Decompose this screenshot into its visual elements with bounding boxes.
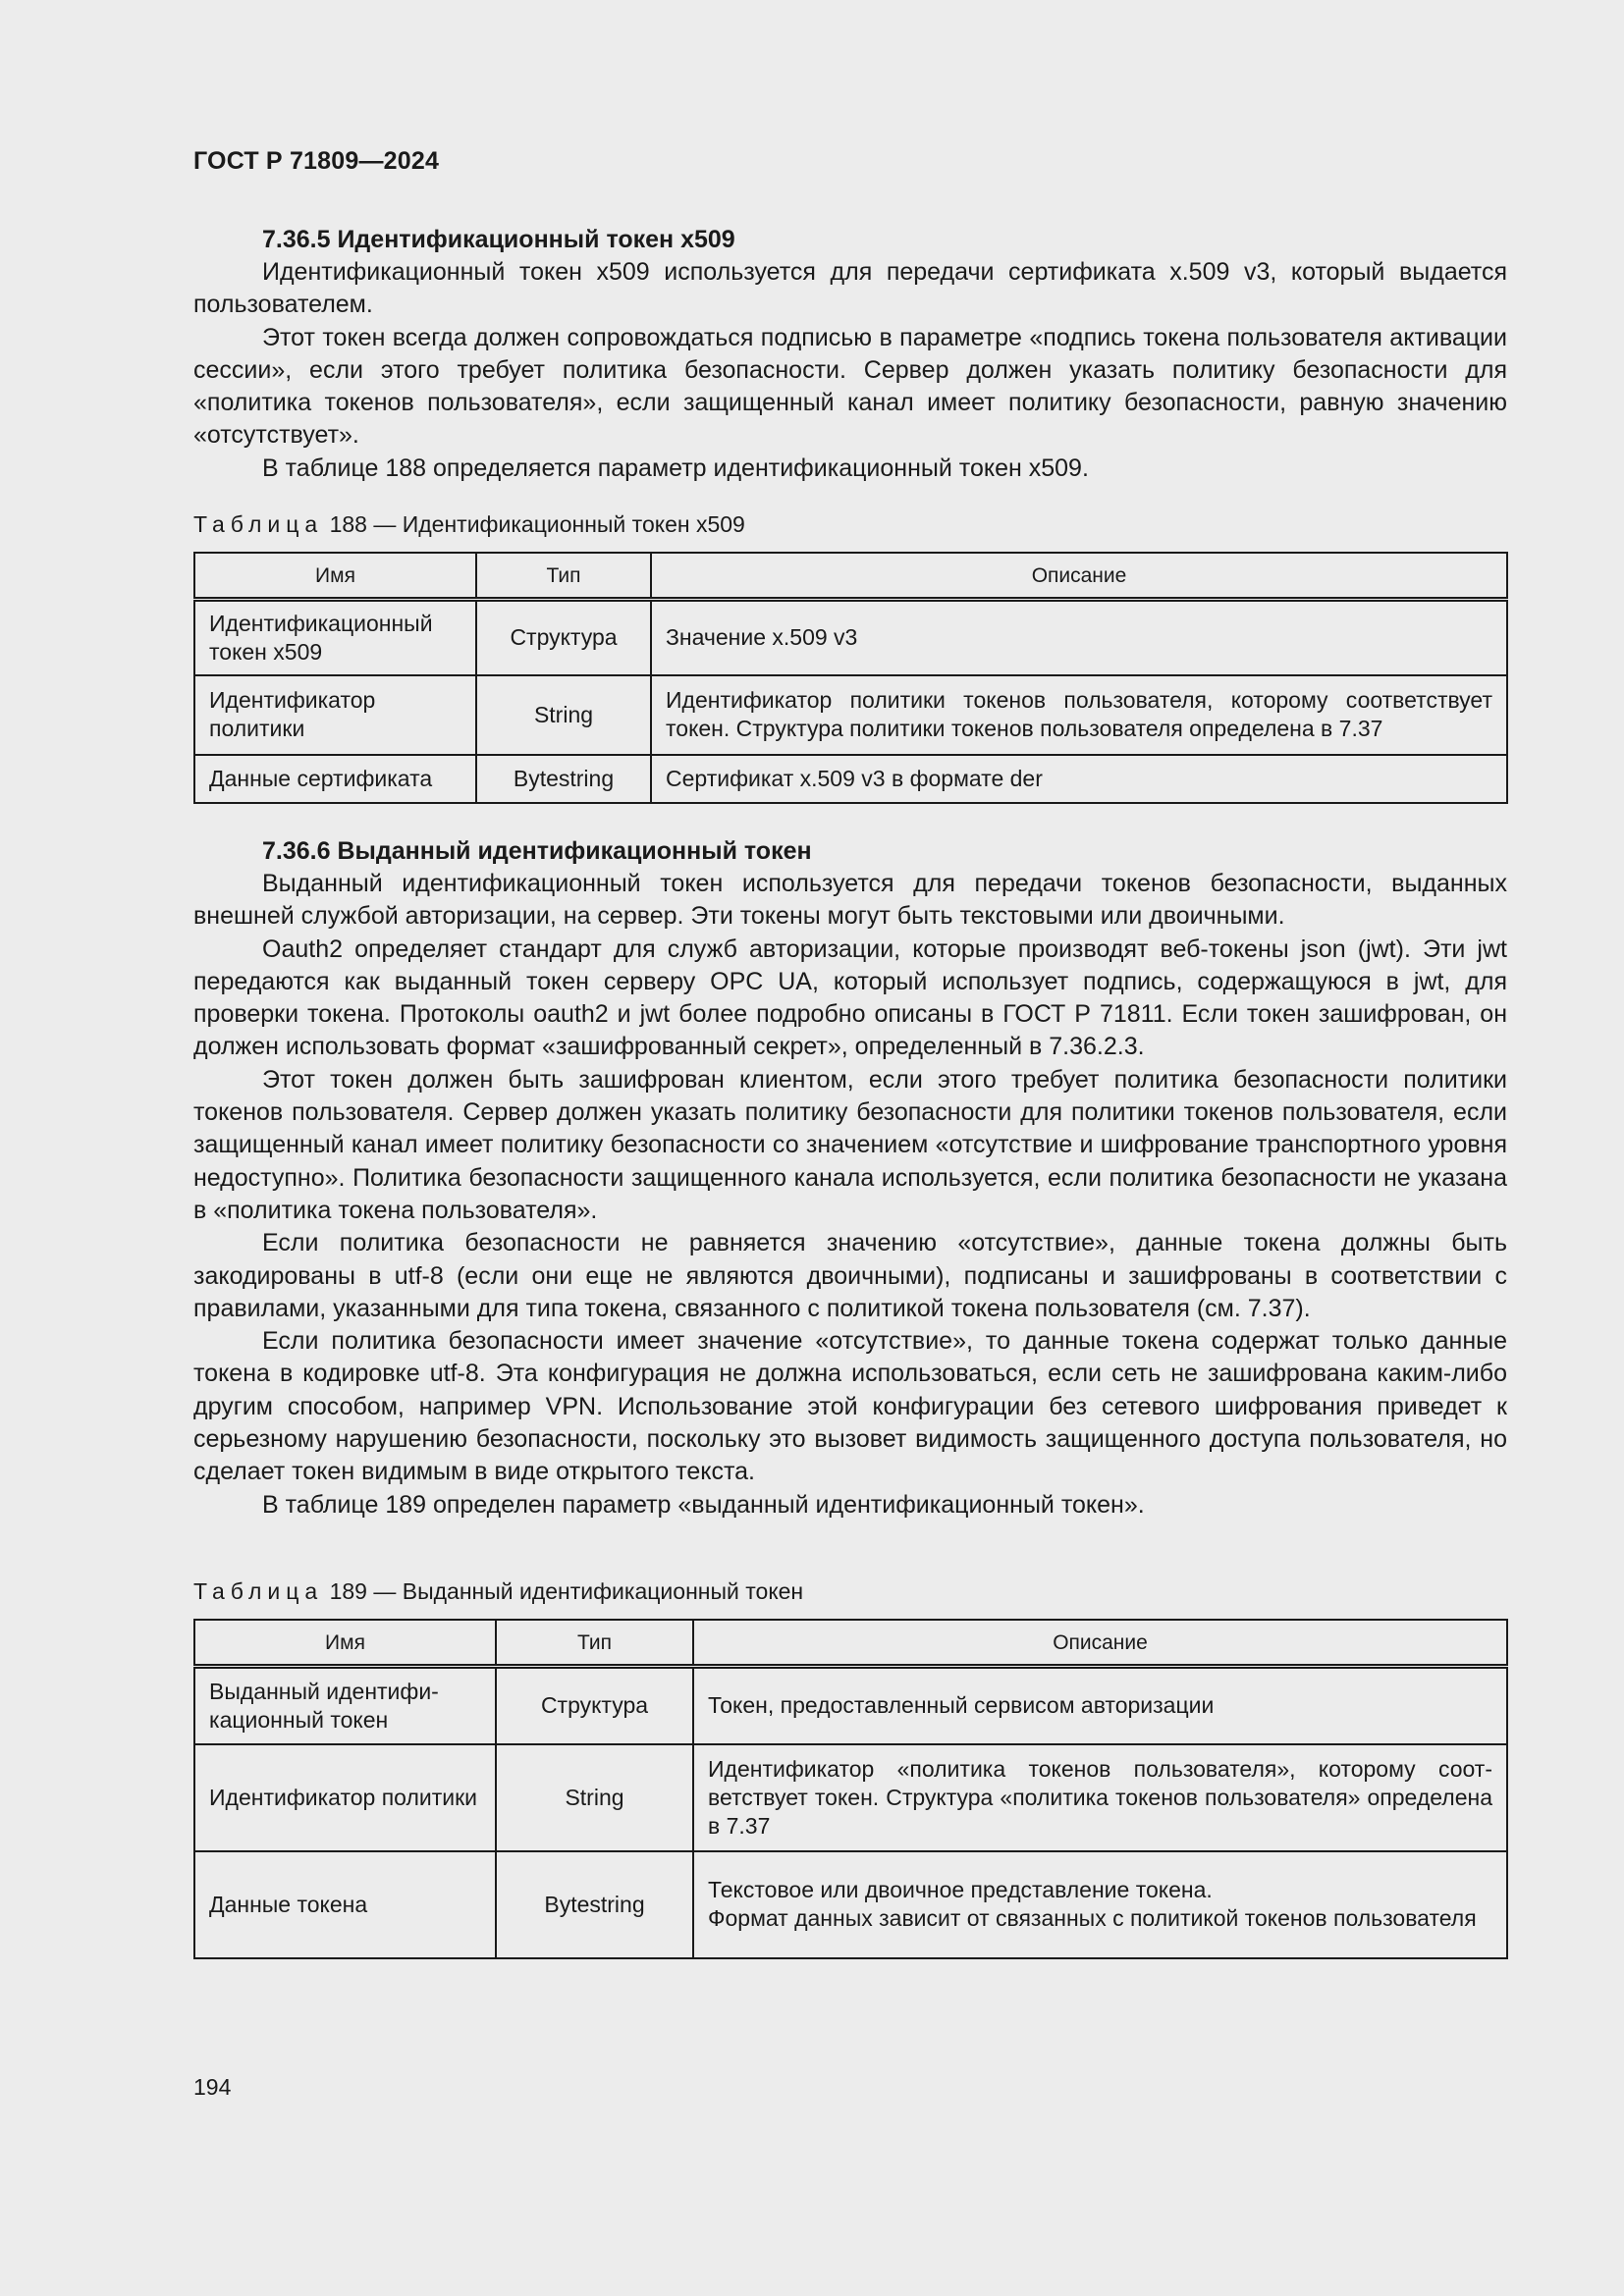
table-caption-text: 189 — Выданный идентификационный токен [323,1578,804,1604]
table-188 [193,552,1508,804]
cell-name: Выданный идентификационный токен [194,1667,496,1744]
table-189-caption [193,1578,803,1605]
page-number: 194 [193,2074,232,2100]
paragraph: Если политика безопасности имеет значение «отсутствие», то данные токена содержат только данные токена в кодировке utf-8. Эта конфигурация не должна использоваться, если сеть не зашифрована каким-либо другим способом, например VPN. Использование этой конфигурации без сетевого шифрования приведет к серьезному нарушению безопасности, поскольку это вызовет видимость защищенного доступа пользователя, но сделает токен видимым в виде открытого текста. [193,1327,1507,1486]
cell-name: Идентификатор политики [194,675,476,755]
cell-type: Bytestring [476,755,651,803]
column-header-type: Тип [496,1620,693,1667]
paragraph: Идентификационный токен x509 используется для передачи сертификата x.509 v3, который выдается пользователем. [193,258,1507,319]
description-line: Формат данных зависит от связанных с политикой токенов пользователя [708,1905,1477,1931]
cell-type: String [476,675,651,755]
section-7-36-6 [193,835,1507,1522]
table-row [194,1744,1507,1851]
cell-description [693,1851,1507,1958]
cell-description: Сертификат x.509 v3 в формате der [651,755,1507,803]
table-row [194,755,1507,803]
paragraph: Выданный идентификационный токен используется для передачи токенов безопасности, выданных внешней службой авторизации, на сервер. Эти токены могут быть текстовыми или двоичными. [193,870,1507,931]
cell-description: Токен, предоставленный сервисом авторизации [693,1667,1507,1744]
paragraph: Этот токен должен быть зашифрован клиентом, если этого требует политика безопасности политики токенов пользователя. Сервер должен указать политику безопасности для политики токенов пользователя, если защищенный канал имеет политику безопасности со значением «отсутствие и шифрование транспортного уровня недоступно». Политика безопасности защищенного канала используется, если политика безопасности не указана в «политика токена пользователя». [193,1065,1507,1224]
paragraph: В таблице 189 определен параметр «выданный идентификационный токен». [262,1490,1145,1519]
column-header-name: Имя [194,1620,496,1667]
section-7-36-5 [193,224,1507,485]
cell-name: Данные токена [194,1851,496,1958]
paragraph: Если политика безопасности не равняется значению «отсутствие», данные токена должны быть закодированы в utf-8 (если они еще не являются двоичными), подписаны и зашифрованы в соответствии с правилами, указанными для типа токена, связанного с политикой токена пользователя (см. 7.37). [193,1229,1507,1322]
table-header-row [194,1620,1507,1667]
document-code: ГОСТ Р 71809—2024 [193,147,440,175]
table-188-caption [193,511,745,538]
cell-type: String [496,1744,693,1851]
column-header-name: Имя [194,553,476,600]
description-line: Текстовое или двоичное представление токена. [708,1877,1213,1902]
cell-description: Идентификатор «политика токенов пользователя», которому соответствует токен. Структура «политика токенов пользователя» определена в 7.37 [693,1744,1507,1851]
cell-type: Структура [476,600,651,675]
section-heading: 7.36.5 Идентификационный токен x509 [262,226,735,253]
table-caption-word: Таблица [193,511,324,537]
table-189 [193,1619,1508,1959]
section-heading: 7.36.6 Выданный идентификационный токен [262,837,812,865]
paragraph: В таблице 188 определяется параметр идентификационный токен x509. [262,454,1089,482]
column-header-description: Описание [693,1620,1507,1667]
column-header-description: Описание [651,553,1507,600]
table-row [194,1851,1507,1958]
table-header-row [194,553,1507,600]
table-row [194,1667,1507,1744]
table-caption-word: Таблица [193,1578,324,1604]
cell-type: Bytestring [496,1851,693,1958]
table-row [194,675,1507,755]
cell-name: Идентификатор политики [194,1744,496,1851]
paragraph: Этот токен всегда должен сопровождаться подписью в параметре «подпись токена пользователя активации сессии», если этого требует политика безопасности. Сервер должен указать политику безопасности для «политика токенов пользователя», если защищенный канал имеет политику безопасности, равную значению «отсутствует». [193,323,1507,450]
cell-description: Идентификатор политики токенов пользователя, которому соответствует токен. Структура политики токенов пользователя определена в 7.37 [651,675,1507,755]
paragraph: Oauth2 определяет стандарт для служб авторизации, которые производят веб-токены json (jwt). Эти jwt передаются как выданный токен серверу OPC UA, который использует подпись, содержащуюся в jwt, для проверки токена. Протоколы oauth2 и jwt более подробно описаны в ГОСТ Р 71811. Если токен зашифрован, он должен использовать формат «зашифрованный секрет», определенный в 7.36.2.3. [193,934,1507,1061]
table-row [194,600,1507,675]
column-header-type: Тип [476,553,651,600]
table-caption-text: 188 — Идентификационный токен x509 [323,511,745,537]
cell-description: Значение x.509 v3 [651,600,1507,675]
cell-type: Структура [496,1667,693,1744]
cell-name: Данные сертификата [194,755,476,803]
cell-name: Идентификационный токен x509 [194,600,476,675]
